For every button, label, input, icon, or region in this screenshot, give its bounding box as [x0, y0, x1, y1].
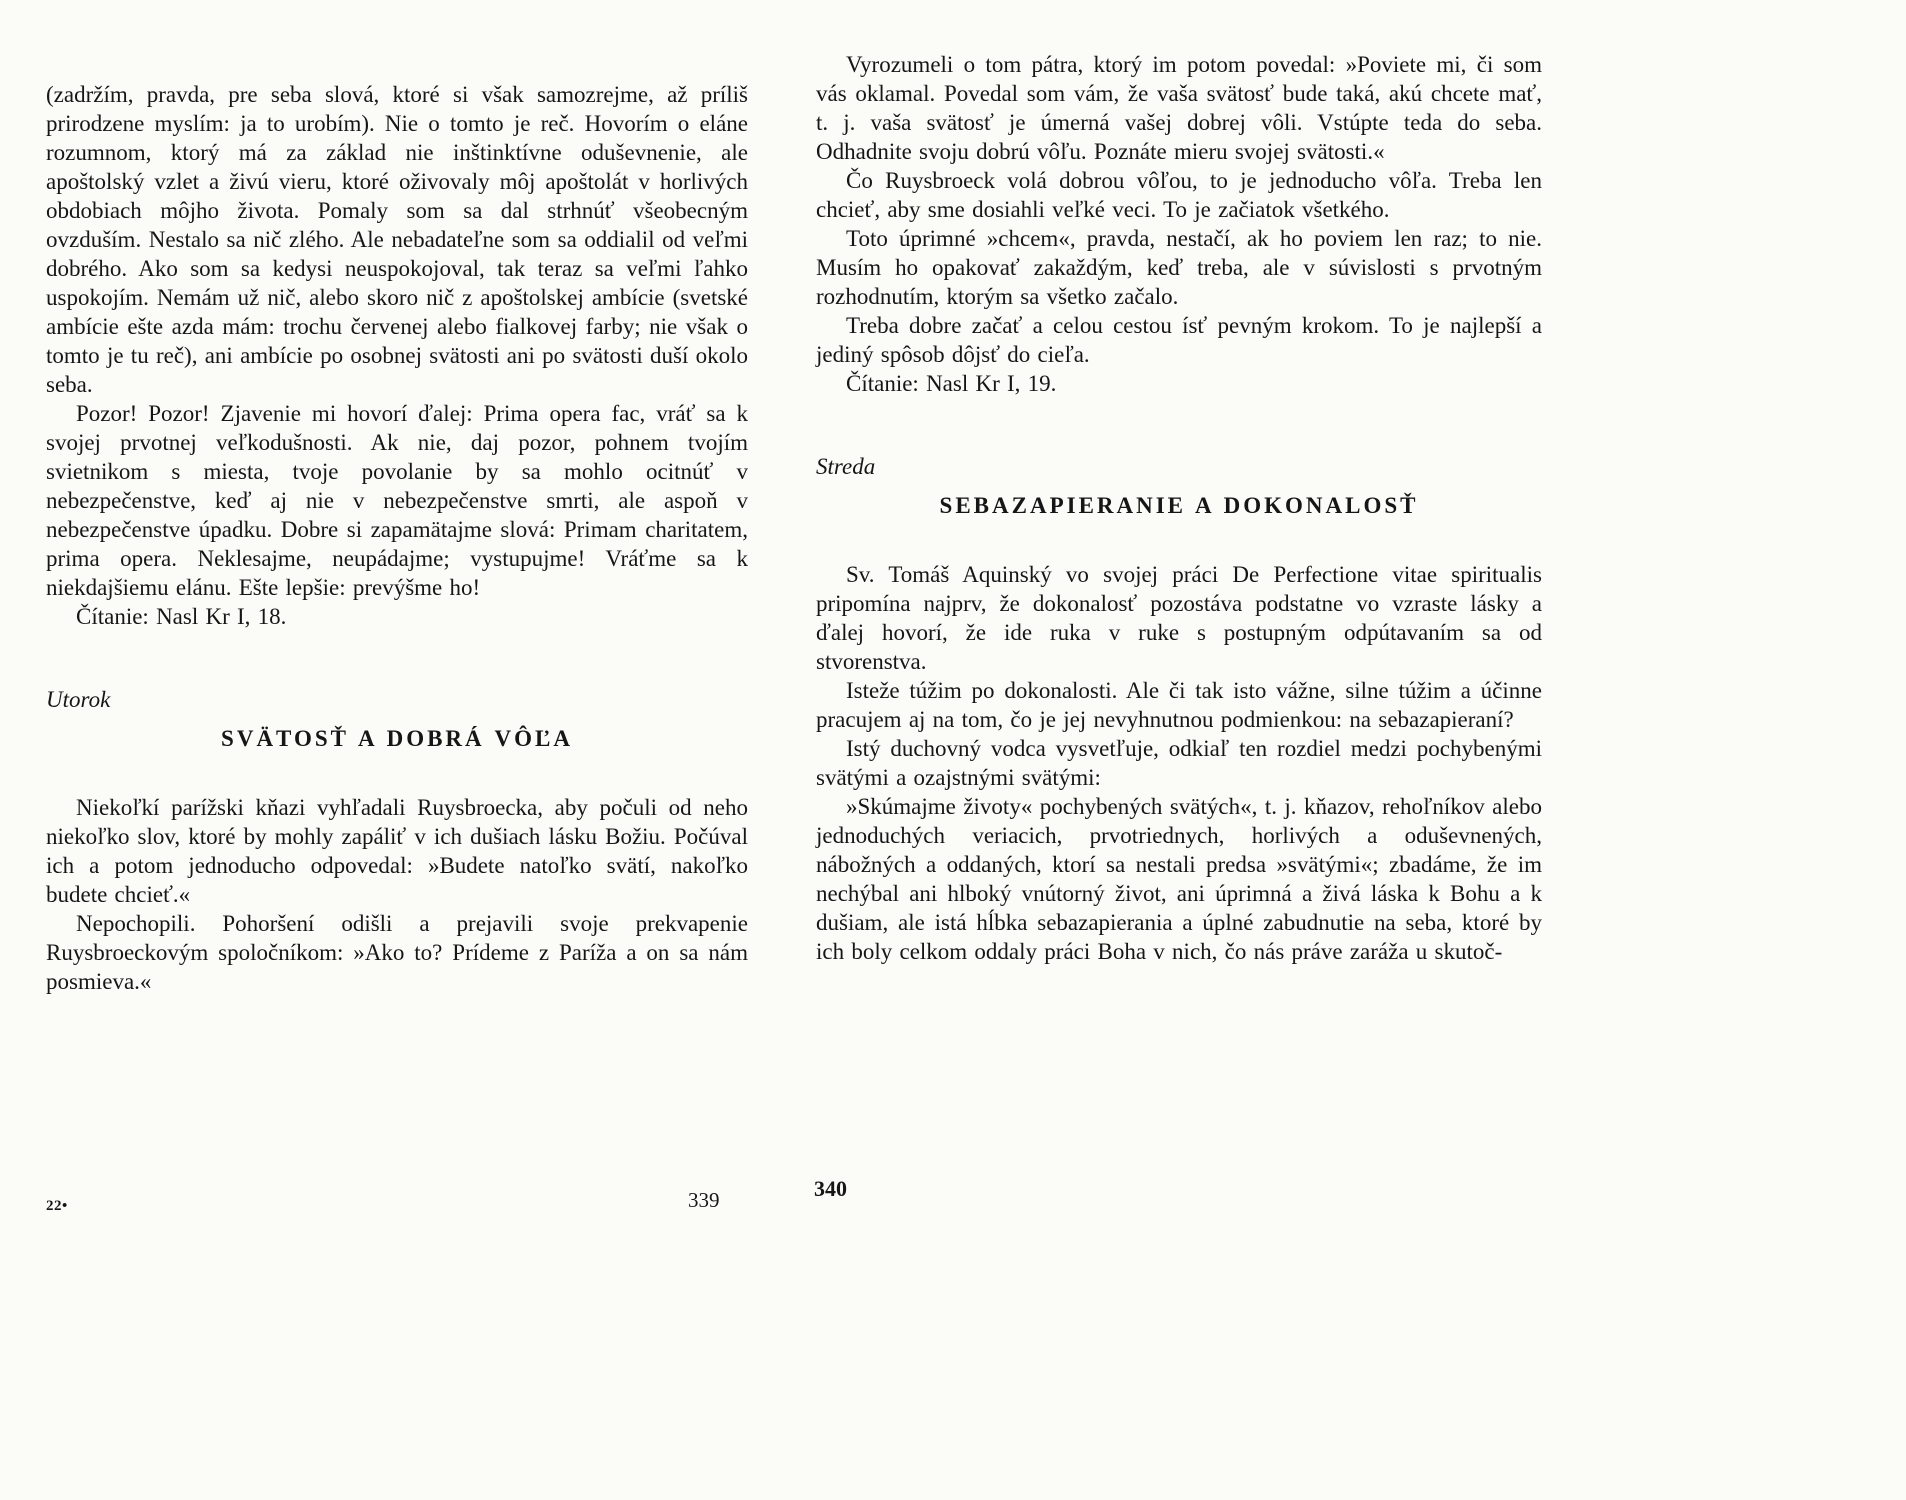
- paragraph: Vyrozumeli o tom pátra, ktorý im potom povedal: »Poviete mi, či som vás oklamal. Povedal som vám, že vaša svätosť bude taká, akú chcete mať, t. j. vaša svätosť je úmerná vašej dobrej vôli. Vstúpte teda do seba. Odhadnite svoju dobrú vôľu. Poznáte mieru svojej svätosti.«: [816, 52, 1542, 164]
- chapter-heading: SVÄTOSŤ A DOBRÁ VÔĽA: [221, 726, 573, 751]
- right-page: [816, 50, 1542, 966]
- reading-reference: Čítanie: Nasl Kr I, 19.: [846, 371, 1057, 396]
- paragraph: Toto úprimné »chcem«, pravda, nestačí, ak ho poviem len raz; to nie. Musím ho opakovať zakaždým, keď treba, ale v súvislosti s prvotným rozhodnutím, ktorým sa všetko začalo.: [816, 226, 1542, 309]
- paragraph-continuation: (zadržím, pravda, pre seba slová, ktoré si však samozrejme, až príliš prirodzene myslím: ja to urobím). Nie o tomto je reč. Hovorím o eláne rozumnom, ktorý má za základ nie inštinktívne oduševnenie, ale apoštolský vzlet a živú vieru, ktoré oživovaly môj apoštolát v horlivých obdobiach môjho života. Pomaly som sa dal strhnúť všeobecným ovzduším. Nestalo sa nič zlého. Ale nebadateľne som sa oddialil od veľmi dobrého. Ako som sa kedysi neuspokojoval, tak teraz sa veľmi ľahko uspokojím. Nemám už nič, alebo skoro nič z apoštolskej ambície (svetské ambície ešte azda mám: trochu červenej alebo fialkovej farby; nie však o tomto je tu reč), ani ambície po osobnej svätosti ani po svätosti duší okolo seba.: [46, 82, 748, 397]
- paragraph: Čo Ruysbroeck volá dobrou vôľou, to je jednoducho vôľa. Treba len chcieť, aby sme dosiahli veľké veci. To je začiatok všetkého.: [816, 168, 1542, 222]
- paragraph: Istý duchovný vodca vysvetľuje, odkiaľ ten rozdiel medzi pochybenými svätými a ozajstnými svätými:: [816, 736, 1542, 790]
- day-label: Utorok: [46, 687, 111, 712]
- printers-signature-mark: 22•: [46, 1198, 68, 1214]
- paragraph: Pozor! Pozor! Zjavenie mi hovorí ďalej: Prima opera fac, vráť sa k svojej prvotnej veľkodušnosti. Ak nie, daj pozor, pohnem tvojím svietnikom s miesta, tvoje povolanie by sa mohlo ocitnúť v nebezpečenstve, keď aj nie v nebezpečenstve smrti, ale aspoň v nebezpečenstve úpadku. Dobre si zapamätajme slová: Primam charitatem, prima opera. Neklesajme, neupádajme; vystupujme! Vráťme sa k niekdajšiemu elánu. Ešte lepšie: prevýšme ho!: [46, 401, 748, 600]
- paragraph: Niekoľkí parížski kňazi vyhľadali Ruysbroecka, aby počuli od neho niekoľko slov, ktoré by mohly zapáliť v ich dušiach lásku Božiu. Počúval ich a potom jednoducho odpovedal: »Budete natoľko svätí, nakoľko budete chcieť.«: [46, 795, 748, 907]
- reading-reference: Čítanie: Nasl Kr I, 18.: [76, 604, 287, 629]
- paragraph: »Skúmajme životy« pochybených svätých«, t. j. kňazov, rehoľníkov alebo jednoduchých veriacich, prvotriednych, horlivých a oduševnených, nábožných a oddaných, ktorí sa nestali predsa »svätými«; zbadáme, že im nechýbal ani hlboký vnútorný život, ani úprimná a živá láska k Bohu a k dušiam, ale istá hĺbka sebazapierania a úplné zabudnutie na seba, ktoré by ich boly celkom oddaly práci Boha v nich, čo nás práve zaráža u skutoč-: [816, 794, 1542, 964]
- day-label: Streda: [816, 454, 876, 479]
- left-page: [46, 80, 748, 996]
- chapter-heading: SEBAZAPIERANIE A DOKONALOSŤ: [939, 493, 1419, 518]
- paragraph: Isteže túžim po dokonalosti. Ale či tak isto vážne, silne túžim a účinne pracujem aj na tom, čo je jej nevyhnutnou podmienkou: na sebazapieraní?: [816, 678, 1542, 732]
- paragraph: Treba dobre začať a celou cestou ísť pevným krokom. To je najlepší a jediný spôsob dôjsť do cieľa.: [816, 313, 1542, 367]
- paragraph: Nepochopili. Pohoršení odišli a prejavili svoje prekvapenie Ruysbroeckovým spoločníkom: »Ako to? Prídeme z Paríža a on sa nám posmieva.«: [46, 911, 748, 994]
- paragraph: Sv. Tomáš Aquinský vo svojej práci De Perfectione vitae spiritualis pripomína najprv, že dokonalosť pozostáva podstatne vo vzraste lásky a ďalej hovorí, že ide ruka v ruke s postupným odpútavaním sa od stvorenstva.: [816, 562, 1542, 674]
- page-number-right: 340: [814, 1176, 847, 1201]
- page-number-left: 339: [688, 1188, 720, 1212]
